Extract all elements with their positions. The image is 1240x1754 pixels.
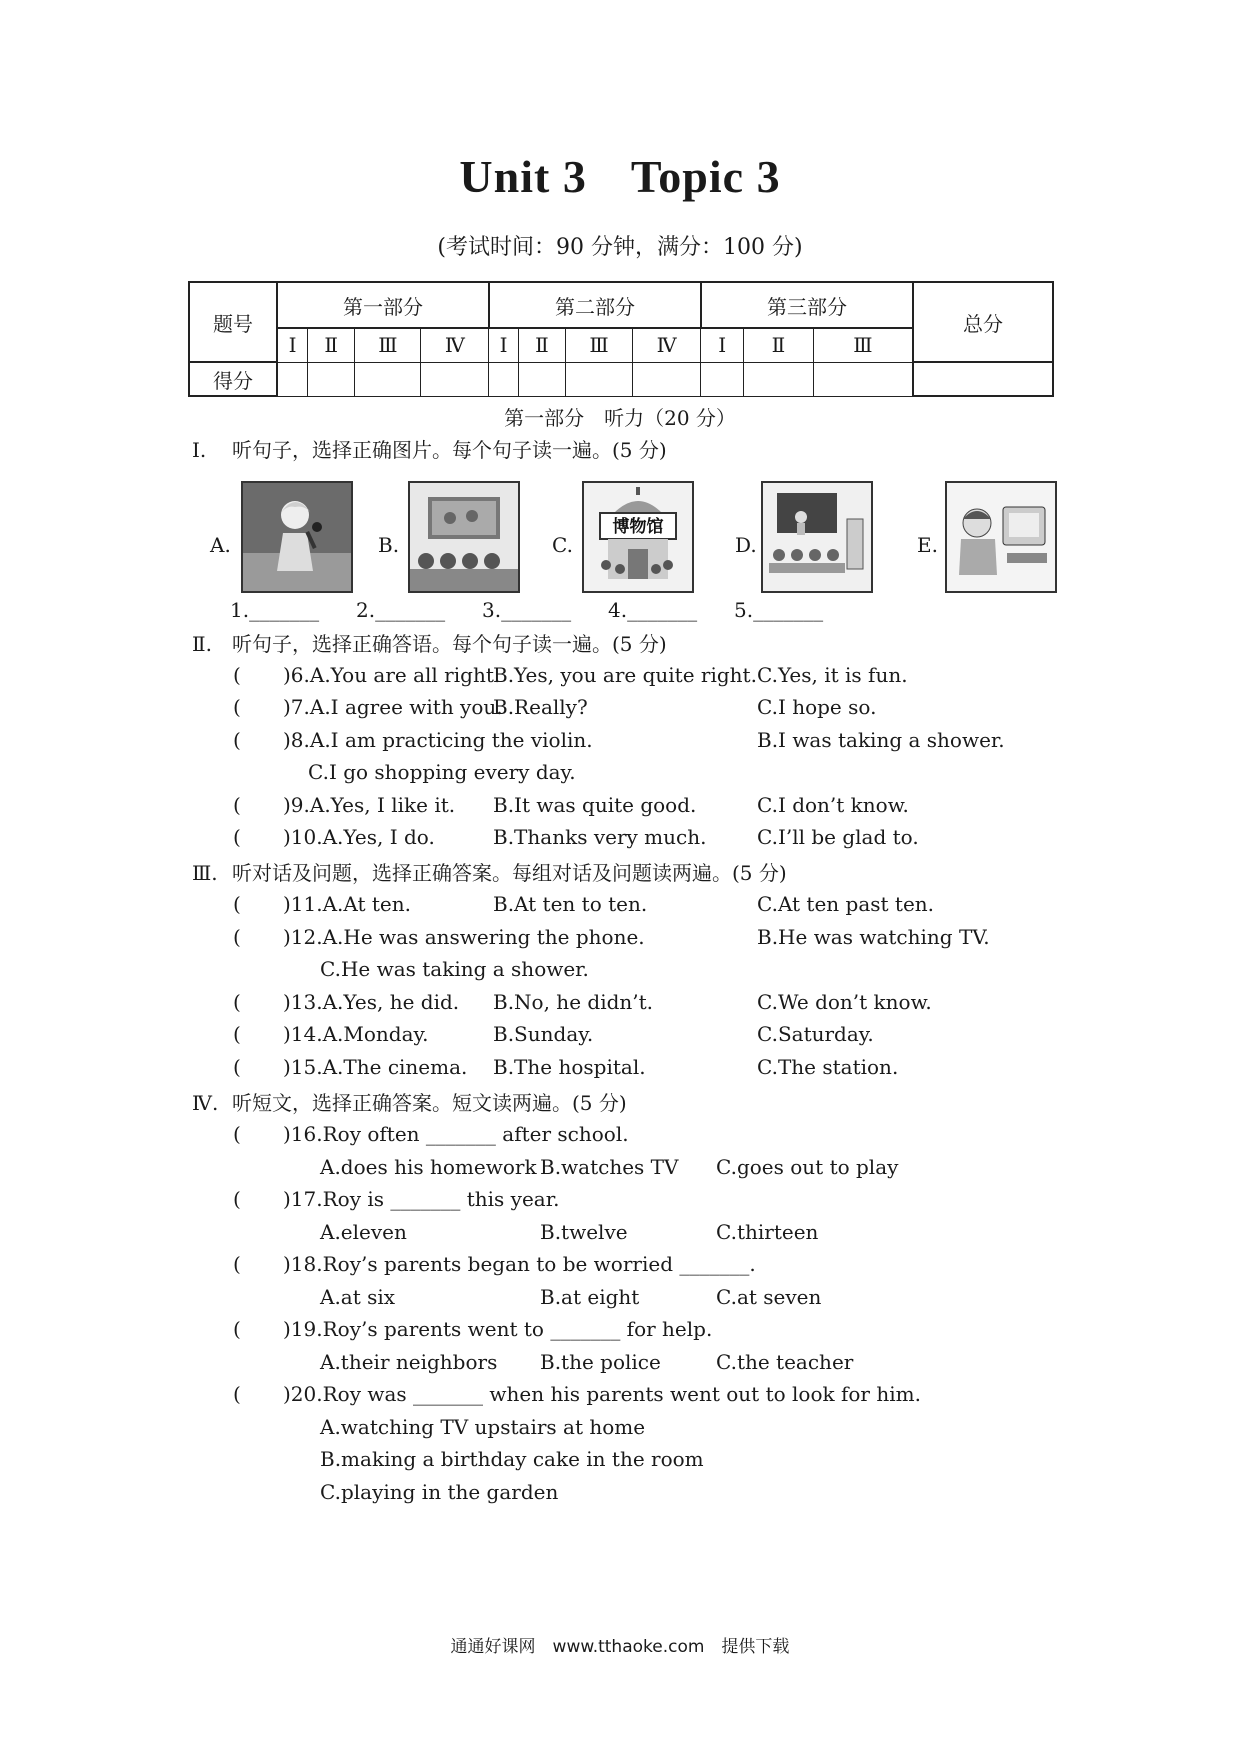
museum-sign-text: 博物馆	[612, 517, 664, 537]
roman-cell: Ⅱ	[518, 328, 566, 362]
score-cell	[701, 362, 744, 396]
score-cell	[277, 362, 308, 396]
title-unit: Unit 3	[459, 151, 587, 202]
roman-cell: Ⅱ	[308, 328, 355, 362]
score-table-defen: 得分	[189, 362, 277, 396]
score-table-part1: 第一部分	[277, 282, 489, 328]
roman-cell: Ⅲ	[813, 328, 913, 362]
roman-cell: Ⅰ	[489, 328, 518, 362]
roman-cell: Ⅳ	[632, 328, 701, 362]
footer-source: 通通好课网 www.tthaoke.com 提供下载	[450, 1637, 790, 1657]
roman-cell: Ⅰ	[277, 328, 308, 362]
roman-cell: Ⅰ	[701, 328, 744, 362]
picture-options: A. B. C. 博物馆 D. E.	[205, 475, 1055, 595]
section-3-heading: Ⅲ. 听对话及问题，选择正确答案。每组对话及问题读两遍。(5 分)	[192, 861, 787, 885]
blank-2[interactable]: 2._______	[356, 598, 446, 622]
museum-picture	[582, 481, 694, 593]
section-4-heading: Ⅳ. 听短文，选择正确答案。短文读两遍。(5 分)	[192, 1091, 627, 1115]
score-cell	[813, 362, 913, 396]
blank-3[interactable]: 3._______	[482, 598, 572, 622]
roman-cell: Ⅲ	[566, 328, 632, 362]
roman-cell: Ⅳ	[421, 328, 489, 362]
section-1-heading: Ⅰ. 听句子，选择正确图片。每个句子读一遍。(5 分)	[192, 438, 667, 462]
singer-picture	[241, 481, 353, 593]
score-cell	[489, 362, 518, 396]
score-cell	[421, 362, 489, 396]
score-cell-total	[913, 362, 1053, 396]
exam-page: Unit 3 Topic 3 (考试时间：90 分钟，满分：100 分) 题号 第一部分 第二部分 第三部分 总分 Ⅰ Ⅱ Ⅲ Ⅳ Ⅰ Ⅱ Ⅲ Ⅳ Ⅰ Ⅱ Ⅲ 得分 第一部分 听力（20 分） Ⅰ. 听句子，选择正确图片。每个句子读一遍。(5 分) A. B. C. 博物馆 D. E. 1._______ 2._______ 3._______ 4._______ 5._______ Ⅱ. 听句子，选择正确答语。每个句子读一遍。(5 分) ( )6.A.You are all right. B.Yes, you are quite right. C.Yes, it is fun. ( )7.A.I agree with you. B.Really? C.I hope so. ( )8.A.I am practicing the violin. B.I was taking a shower. C.I go shopping every day. ( )9.A.Yes, I like it. B.It was quite good. C.I don’t know. ( )10.A.Yes, I do. B.Thanks very much. C.I’ll be glad to. Ⅲ. 听对话及问题，选择正确答案。每组对话及问题读两遍。(5 分) ( )11.A.At ten. B.At ten to ten. C.At ten past ten. ( )12.A.He was answering the phone. B.He was watching TV. C.He was taking a shower. ( )13.A.Yes, he did. B.No, he didn’t. C.We don’t know. ( )14.A.Monday. B.Sunday. C.Saturday. ( )15.A.The cinema. B.The hospital. C.The station. Ⅳ. 听短文，选择正确答案。短文读两遍。(5 分) ( )16.Roy often _______ after school. A.does his homework B.watches TV C.goes out to play ( )17.Roy is _______ this year. A.eleven B.twelve C.thirteen ( )18.Roy’s parents began to be worried _______. A.at six B.at eight C.at seven ( )19.Roy’s parents went to _______ for help. A.their neighbors B.the police C.the teacher ( )20.Roy was _______ when his parents went out to look for him. A.watching TV upstairs at home B.making a birthday cake in the room C.playing in the garden 通通好课网 www.tthaoke.com 提供下载	[0, 0, 1240, 1754]
score-cell	[566, 362, 632, 396]
score-table-part2: 第二部分	[489, 282, 701, 328]
blank-4[interactable]: 4._______	[608, 598, 698, 622]
score-table-part3: 第三部分	[701, 282, 913, 328]
score-table-total: 总分	[913, 282, 1053, 362]
blank-5[interactable]: 5._______	[734, 598, 824, 622]
score-cell	[632, 362, 701, 396]
score-table-tihao: 题号	[189, 282, 277, 362]
roman-cell: Ⅱ	[744, 328, 814, 362]
cinema-picture	[408, 481, 520, 593]
page-title	[0, 150, 1240, 203]
score-cell	[518, 362, 566, 396]
exam-info: (考试时间：90 分钟，满分：100 分)	[437, 235, 803, 260]
score-table	[188, 281, 1054, 397]
answer-blanks	[230, 598, 860, 622]
score-cell	[355, 362, 421, 396]
blank-1[interactable]: 1._______	[230, 598, 320, 622]
title-topic: Topic 3	[630, 151, 781, 202]
roman-cell: Ⅲ	[355, 328, 421, 362]
part-heading: 第一部分 听力（20 分）	[504, 406, 736, 430]
computer-picture	[945, 481, 1057, 593]
score-cell	[744, 362, 814, 396]
classroom-picture	[761, 481, 873, 593]
section-2-heading: Ⅱ. 听句子，选择正确答语。每个句子读一遍。(5 分)	[192, 632, 667, 656]
score-cell	[308, 362, 355, 396]
